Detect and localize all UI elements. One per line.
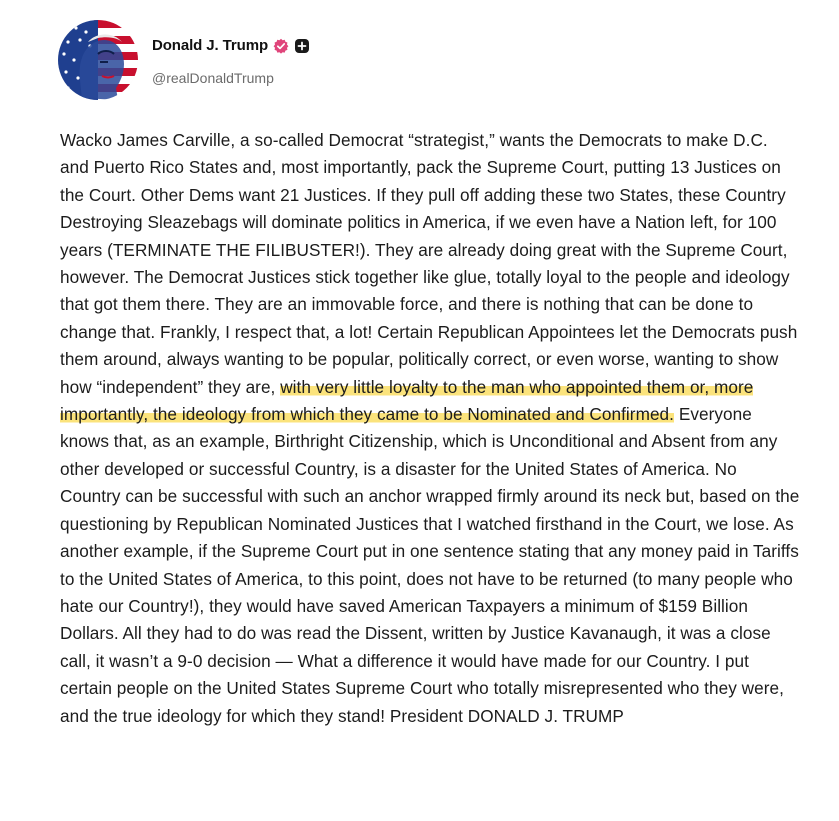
- post-header: [58, 20, 310, 100]
- highlighted-text: with very little loyalty to the man who appointed them or, more importantly, the ideology from which they came to be Nominated and Confirmed.: [60, 376, 754, 425]
- author-display-name[interactable]: Donald J. Trump: [152, 37, 269, 54]
- author-handle[interactable]: @realDonaldTrump: [152, 69, 274, 86]
- verified-badge-icon: [273, 38, 289, 54]
- post-paragraph: [60, 127, 800, 730]
- author-identity: [152, 35, 310, 86]
- post-text-before: Wacko James Carville, a so-called Democrat “strategist,” wants the Democrats to make D.C. and Puerto Rico States and, most importantly, pack the Supreme Court, putting 13 Justices on the Court. Other Dems want 21 Justices. If they pull off adding these two States, these Country Destroying Sleazebags will dominate politics in America, if we even have a Nation left, for 100 years (TERMINATE THE FILIBUSTER!). They are already doing great with the Supreme Court, however. The Democrat Justices stick together like glue, totally loyal to the people and ideology that got them there. They are an immovable force, and there is nothing that can be done to change that. Frankly, I respect that, a lot! Certain Republican Appointees let the Democrats push them around, always wanting to be popular, politically correct, or even worse, wanting to show how “independent” they are,: [60, 130, 798, 397]
- author-name-row: [152, 35, 310, 57]
- plus-badge-icon: [294, 38, 310, 54]
- post-text: [60, 127, 800, 730]
- flag-portrait-avatar-icon: [58, 20, 138, 100]
- avatar[interactable]: [58, 20, 138, 100]
- post-text-after: Everyone knows that, as an example, Birthright Citizenship, which is Unconditional and Absent from any other developed or successful Country, is a disaster for the United States of America. No Country can be successful with such an anchor wrapped firmly around its neck but, based on the questioning by Republican Nominated Justices that I watched firsthand in the Court, we lose. As another example, if the Supreme Court put in one sentence stating that any money paid in Tariffs to the United States of America, to this point, does not have to be returned (to many people who hate our Country!), they would have saved American Taxpayers a minimum of $159 Billion Dollars. All they had to do was read the Dissent, written by Justice Kavanaugh, it was a close call, it wasn’t a 9-0 decision — What a difference it would have made for our Country. I put certain people on the United States Supreme Court who totally misrepresented who they were, and the true ideology for which they stand! President DONALD J. TRUMP: [60, 404, 800, 726]
